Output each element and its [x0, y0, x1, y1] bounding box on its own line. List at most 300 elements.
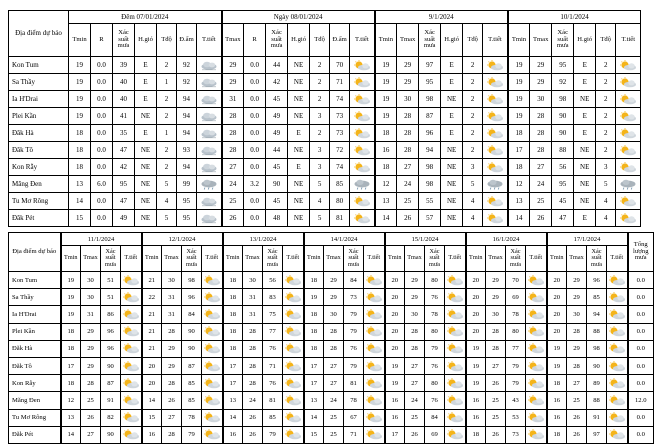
cell-value: 19: [69, 57, 91, 74]
partly-sunny-icon: [365, 378, 383, 389]
column-header: Tmax: [530, 24, 552, 57]
cell-value: 19: [466, 357, 486, 374]
cell-value: 20: [385, 340, 405, 357]
weather-cell: [364, 426, 385, 443]
cell-value: E: [574, 74, 596, 91]
cell-value: 24: [243, 392, 263, 409]
cell-value: 18: [223, 272, 243, 289]
cloudy-night-icon: [200, 145, 218, 156]
weather-cell: [526, 375, 547, 392]
cell-value: 2: [463, 142, 483, 159]
cell-value: 75: [263, 306, 283, 323]
weather-cell: [483, 108, 508, 125]
cell-value: 76: [425, 357, 445, 374]
rain-cloud-icon: [486, 179, 504, 190]
cell-value: NE: [288, 142, 310, 159]
partly-sunny-icon: [486, 162, 504, 173]
weather-cell: [607, 306, 628, 323]
cell-value: 29: [81, 323, 101, 340]
partly-sunny-icon: [527, 395, 545, 406]
cell-value: 31: [222, 91, 244, 108]
weather-cell: [445, 426, 466, 443]
cell-value: 4: [596, 210, 616, 227]
location-name: Kon Rẫy: [9, 375, 61, 392]
cell-value: 14: [142, 392, 162, 409]
cell-value: 2: [596, 108, 616, 125]
partly-sunny-icon: [527, 378, 545, 389]
column-header: T.tiết: [202, 246, 223, 272]
column-header: T.tiết: [350, 24, 375, 57]
column-header: T.tiết: [607, 246, 628, 272]
partly-sunny-icon: [619, 77, 637, 88]
cell-value: 2: [596, 57, 616, 74]
cell-value: 17: [223, 357, 243, 374]
cell-value: 28: [530, 125, 552, 142]
cell-value: 0.0: [91, 74, 113, 91]
cell-value: 99: [177, 176, 197, 193]
cell-value: 95: [113, 176, 135, 193]
cell-value: E: [574, 210, 596, 227]
table-row: [9, 91, 641, 108]
partly-sunny-icon: [527, 275, 545, 286]
column-header: Tmax: [243, 246, 263, 272]
partly-sunny-icon: [619, 213, 637, 224]
cell-value: E: [441, 74, 463, 91]
partly-sunny-icon: [619, 162, 637, 173]
cell-value: 57: [419, 210, 441, 227]
partly-sunny-icon: [353, 145, 371, 156]
cell-value: 17: [385, 426, 405, 443]
weather-cell: [283, 426, 304, 443]
weather-cell: [483, 57, 508, 74]
column-header: T.tiết: [364, 246, 385, 272]
weather-cell: [526, 272, 547, 289]
cell-value: 40: [113, 91, 135, 108]
weather-cell: [483, 125, 508, 142]
partly-sunny-icon: [446, 292, 464, 303]
partly-sunny-icon: [353, 196, 371, 207]
partly-sunny-icon: [527, 429, 545, 440]
cell-value: 28: [397, 142, 419, 159]
cell-value: 19: [508, 57, 530, 74]
cell-value: 28: [222, 125, 244, 142]
cell-value: 19: [375, 91, 397, 108]
column-header: R: [244, 24, 266, 57]
cell-value: 95: [177, 210, 197, 227]
weather-cell: [616, 176, 641, 193]
partly-sunny-icon: [203, 378, 221, 389]
cell-value: 92: [177, 74, 197, 91]
cell-value: 94: [419, 142, 441, 159]
partly-sunny-icon: [365, 429, 383, 440]
cell-value: 19: [466, 375, 486, 392]
cell-value: 20: [385, 306, 405, 323]
cell-value: 71: [263, 357, 283, 374]
cell-value: 26: [243, 409, 263, 426]
cell-value: 0.0: [91, 193, 113, 210]
cell-value: 40: [113, 74, 135, 91]
location-name: Đăk Hà: [9, 125, 69, 142]
weather-cell: [607, 340, 628, 357]
cell-value: 24: [324, 392, 344, 409]
column-header: Tmax: [405, 246, 425, 272]
cell-value: 16: [466, 392, 486, 409]
table-row: [9, 142, 641, 159]
weather-cell: [350, 108, 375, 125]
cell-value: 21: [142, 306, 162, 323]
partly-sunny-icon: [608, 412, 626, 423]
cell-value: 30: [405, 306, 425, 323]
rain-cloud-icon: [353, 179, 371, 190]
cell-value: 0.0: [91, 57, 113, 74]
cell-value: 0.0: [244, 159, 266, 176]
cell-value: 26: [486, 375, 506, 392]
weather-cell: [526, 426, 547, 443]
column-header: Tmax: [162, 246, 182, 272]
column-header: Xác suất mưa: [506, 246, 526, 272]
cell-value: 29: [567, 289, 587, 306]
cell-value: E: [288, 159, 310, 176]
cell-value: 45: [266, 159, 288, 176]
cell-value: 28: [243, 340, 263, 357]
cell-value: 2: [463, 57, 483, 74]
cell-value: 31: [243, 289, 263, 306]
weather-cell: [526, 289, 547, 306]
weather-cell: [607, 323, 628, 340]
weather-cell: [616, 159, 641, 176]
location-name: Kon Rẫy: [9, 159, 69, 176]
location-name: Tu Mơ Rông: [9, 193, 69, 210]
column-header: Tmax: [397, 24, 419, 57]
weather-cell: [197, 210, 222, 227]
cell-value: 19: [61, 306, 81, 323]
weather-cell: [197, 159, 222, 176]
cell-value: 29: [222, 74, 244, 91]
cell-value: 28: [162, 426, 182, 443]
partly-sunny-icon: [353, 162, 371, 173]
cell-value: 19: [69, 108, 91, 125]
cell-value: 0.0: [244, 108, 266, 125]
cell-value: 2: [157, 108, 177, 125]
cell-value: 88: [587, 392, 607, 409]
cell-value: 29: [530, 74, 552, 91]
column-header: Tmin: [61, 246, 81, 272]
cell-value: NE: [574, 142, 596, 159]
cell-value: 27: [162, 409, 182, 426]
cell-value: 5: [596, 176, 616, 193]
column-header: Xác suất mưa: [344, 246, 364, 272]
cell-value: 28: [486, 340, 506, 357]
cell-value: 2: [157, 159, 177, 176]
cell-value: 29: [222, 57, 244, 74]
partly-sunny-icon: [284, 326, 302, 337]
partly-sunny-icon: [284, 412, 302, 423]
weather-cell: [607, 392, 628, 409]
weather-cell: [197, 74, 222, 91]
partly-sunny-icon: [527, 309, 545, 320]
cell-value: 88: [587, 323, 607, 340]
cell-value: 27: [405, 375, 425, 392]
weather-cell: [445, 340, 466, 357]
partly-sunny-icon: [122, 378, 140, 389]
table-row: [9, 210, 641, 227]
cell-value: 85: [587, 289, 607, 306]
weather-cell: [121, 426, 142, 443]
cell-value: 48: [266, 210, 288, 227]
partly-sunny-icon: [486, 196, 504, 207]
cloudy-night-icon: [200, 162, 218, 173]
cell-value: 20: [385, 272, 405, 289]
weather-cell: [202, 289, 223, 306]
cloudy-night-icon: [200, 196, 218, 207]
weather-cell: [350, 91, 375, 108]
cell-value: 84: [344, 272, 364, 289]
partly-sunny-icon: [203, 292, 221, 303]
cell-value: 19: [508, 108, 530, 125]
table-row: [9, 193, 641, 210]
weather-cell: [202, 375, 223, 392]
table-row: [9, 340, 654, 357]
weather-cell: [483, 193, 508, 210]
cell-value: 3: [310, 108, 330, 125]
cell-value: 18: [223, 306, 243, 323]
cell-value: 30: [243, 272, 263, 289]
cell-value: 80: [425, 272, 445, 289]
cell-value: 26: [222, 210, 244, 227]
cell-value: E: [574, 125, 596, 142]
table-row: [9, 409, 654, 426]
cell-value: 77: [506, 340, 526, 357]
cell-value: E: [135, 57, 157, 74]
column-header: Tmin: [466, 246, 486, 272]
table-row: [9, 176, 641, 193]
cell-value: 98: [419, 159, 441, 176]
cell-value: 87: [182, 357, 202, 374]
cell-value: 18: [223, 340, 243, 357]
weather-cell: [283, 306, 304, 323]
weather-cell: [445, 323, 466, 340]
partly-sunny-icon: [365, 395, 383, 406]
partly-sunny-icon: [353, 213, 371, 224]
partly-sunny-icon: [203, 429, 221, 440]
cell-value: 49: [266, 108, 288, 125]
cell-value: 18: [304, 340, 324, 357]
weather-cell: [202, 357, 223, 374]
cell-value: 45: [266, 193, 288, 210]
cell-value: E: [288, 125, 310, 142]
partly-sunny-icon: [619, 196, 637, 207]
weather-cell: [526, 357, 547, 374]
cell-value: NE: [135, 210, 157, 227]
cell-value: 3: [310, 142, 330, 159]
cell-value: 13: [304, 392, 324, 409]
cloudy-night-icon: [200, 213, 218, 224]
cell-value: 0.0: [244, 74, 266, 91]
cell-value: 26: [567, 426, 587, 443]
column-header: Tmin: [508, 24, 530, 57]
cell-value: 96: [587, 272, 607, 289]
cell-value: 29: [397, 57, 419, 74]
table-row: [9, 159, 641, 176]
cell-value: 70: [506, 272, 526, 289]
cell-value: 98: [552, 91, 574, 108]
cell-value: 30: [530, 91, 552, 108]
location-name: Sa Thầy: [9, 289, 61, 306]
cell-value: 4: [463, 210, 483, 227]
column-header: Tmin: [304, 246, 324, 272]
cell-value: 44: [266, 57, 288, 74]
cell-value: 30: [567, 306, 587, 323]
weather-cell: [121, 306, 142, 323]
location-name: Tu Mơ Rông: [9, 409, 61, 426]
cell-value: NE: [135, 193, 157, 210]
cell-value: 13: [375, 193, 397, 210]
cell-value: 28: [324, 340, 344, 357]
cell-value: 28: [324, 323, 344, 340]
cell-value: 2: [596, 142, 616, 159]
weather-cell: [526, 392, 547, 409]
cell-value: 29: [81, 340, 101, 357]
cell-value: 18: [375, 159, 397, 176]
partly-sunny-icon: [122, 412, 140, 423]
weather-cell: [483, 142, 508, 159]
weather-cell: [202, 272, 223, 289]
weather-cell: [526, 409, 547, 426]
partly-sunny-icon: [446, 412, 464, 423]
cell-value: 84: [425, 409, 445, 426]
cell-value: 77: [263, 323, 283, 340]
weather-cell: [364, 272, 385, 289]
partly-sunny-icon: [203, 326, 221, 337]
weather-cell: [616, 210, 641, 227]
cell-value: 94: [177, 108, 197, 125]
cloudy-night-icon: [200, 77, 218, 88]
cell-value: 2: [310, 125, 330, 142]
cell-value: 74: [330, 91, 350, 108]
weather-cell: [616, 108, 641, 125]
cell-value: 90: [587, 357, 607, 374]
cell-value: 18: [69, 125, 91, 142]
cell-value: 5: [157, 176, 177, 193]
cell-value: 20: [466, 289, 486, 306]
partly-sunny-icon: [486, 213, 504, 224]
cell-value: 2: [596, 125, 616, 142]
weather-cell: [202, 323, 223, 340]
weather-cell: [616, 57, 641, 74]
column-header: Xác suất mưa: [266, 24, 288, 57]
cell-value: 91: [101, 392, 121, 409]
partly-sunny-icon: [353, 77, 371, 88]
cell-value: 95: [419, 74, 441, 91]
cell-value: 16: [547, 392, 567, 409]
table-row: [9, 108, 641, 125]
weather-cell: [121, 357, 142, 374]
forecast-table-short-range: [8, 10, 641, 227]
cell-value: 79: [344, 357, 364, 374]
partly-sunny-icon: [446, 309, 464, 320]
cell-value: 20: [547, 289, 567, 306]
cell-value: 30: [162, 272, 182, 289]
cell-value: 5: [310, 210, 330, 227]
cell-value: 0.0: [91, 91, 113, 108]
partly-sunny-icon: [619, 128, 637, 139]
weather-cell: [121, 323, 142, 340]
partly-sunny-icon: [203, 412, 221, 423]
partly-sunny-icon: [122, 275, 140, 286]
partly-sunny-icon: [203, 275, 221, 286]
weather-cell: [483, 210, 508, 227]
location-name: Đăk Tô: [9, 357, 61, 374]
cell-value: 96: [419, 125, 441, 142]
cell-value: 80: [330, 193, 350, 210]
column-header: Tđộ: [463, 24, 483, 57]
cell-value: 18: [508, 159, 530, 176]
partly-sunny-icon: [527, 361, 545, 372]
cell-value: 14: [304, 409, 324, 426]
table-row: [9, 375, 654, 392]
location-name: Kon Tum: [9, 272, 61, 289]
partly-sunny-icon: [527, 412, 545, 423]
weather-cell: [364, 392, 385, 409]
cell-value: 28: [243, 357, 263, 374]
cell-value: 2: [463, 125, 483, 142]
weather-cell: [483, 74, 508, 91]
cell-value: 4: [157, 193, 177, 210]
column-header: Xác suất mưa: [552, 24, 574, 57]
weather-cell: [283, 340, 304, 357]
cloudy-night-icon: [200, 111, 218, 122]
column-header: T.tiết: [483, 24, 508, 57]
weather-cell: [607, 426, 628, 443]
partly-sunny-icon: [203, 309, 221, 320]
cell-value: 18: [69, 159, 91, 176]
weather-cell: [283, 357, 304, 374]
weather-cell: [445, 375, 466, 392]
cell-value: 27: [405, 357, 425, 374]
date-header: 16/1/2024: [466, 233, 547, 246]
weather-cell: [197, 142, 222, 159]
table-row: [9, 74, 641, 91]
cell-value: 18: [375, 125, 397, 142]
partly-sunny-icon: [365, 361, 383, 372]
partly-sunny-icon: [619, 111, 637, 122]
column-header: H.gió: [135, 24, 157, 57]
cell-value: 47: [113, 142, 135, 159]
cell-value: 51: [101, 272, 121, 289]
partly-sunny-icon: [365, 343, 383, 354]
cell-value: NE: [574, 159, 596, 176]
cell-value: 28: [81, 375, 101, 392]
cell-value: 42: [266, 74, 288, 91]
column-header: Tmin: [547, 246, 567, 272]
cell-value: NE: [574, 193, 596, 210]
partly-sunny-icon: [486, 145, 504, 156]
cell-value: 15: [304, 426, 324, 443]
cell-value: NE: [288, 176, 310, 193]
partly-sunny-icon: [486, 94, 504, 105]
cell-value: 27: [397, 159, 419, 176]
table-row: [9, 272, 654, 289]
cell-value: 96: [182, 289, 202, 306]
cell-value: 81: [263, 392, 283, 409]
weather-cell: [197, 108, 222, 125]
cell-value: 90: [182, 323, 202, 340]
total-rain-value: 0.0: [628, 323, 654, 340]
weather-cell: [350, 74, 375, 91]
cell-value: 19: [69, 91, 91, 108]
cell-value: 47: [552, 210, 574, 227]
cell-value: 25: [222, 193, 244, 210]
